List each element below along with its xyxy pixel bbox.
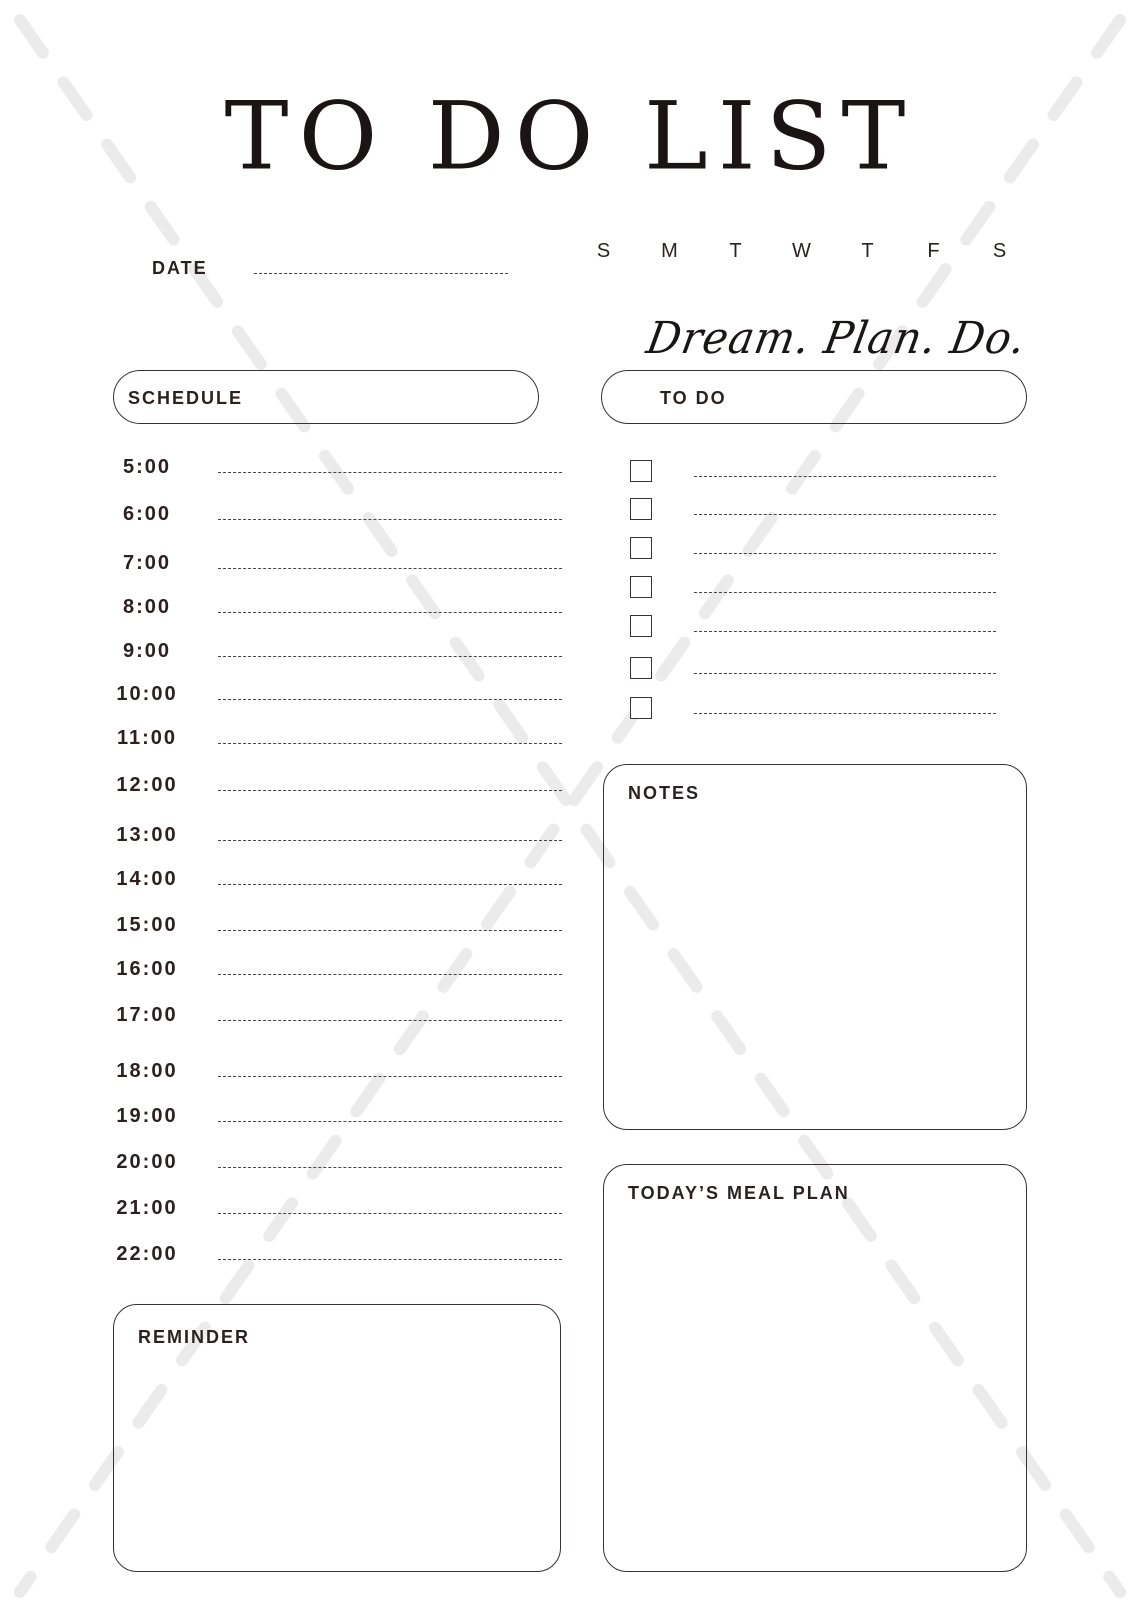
todo-checkbox[interactable] [630,537,652,559]
todo-item [630,657,998,681]
date-field[interactable] [254,273,508,274]
schedule-entry-line[interactable] [218,884,562,885]
schedule-entry-line[interactable] [218,656,562,657]
schedule-entry-line[interactable] [218,1213,562,1214]
schedule-row [108,868,562,898]
todo-entry-line[interactable] [694,592,996,593]
notes-panel[interactable] [603,764,1027,1130]
page-title: TO DO LIST [224,81,916,191]
reminder-label: REMINDER [138,1327,251,1347]
schedule-entry-line[interactable] [218,1259,562,1260]
weekday-sunday[interactable]: S [596,240,612,262]
todo-item [630,697,998,721]
todo-entry-line[interactable] [694,673,996,674]
todo-entry-line[interactable] [694,476,996,477]
schedule-time: 10:00 [116,683,178,705]
schedule-row [108,503,562,533]
schedule-entry-line[interactable] [218,840,562,841]
schedule-row [108,958,562,988]
schedule-entry-line[interactable] [218,974,562,975]
schedule-row [108,456,562,486]
schedule-time: 19:00 [116,1105,178,1127]
schedule-row [108,824,562,854]
schedule-time: 20:00 [116,1151,178,1173]
schedule-time: 15:00 [116,914,178,936]
todo-header [601,370,1027,424]
schedule-entry-line[interactable] [218,699,562,700]
schedule-row [108,1243,562,1273]
schedule-entry-line[interactable] [218,743,562,744]
schedule-entry-line[interactable] [218,568,562,569]
meal-plan-panel[interactable] [603,1164,1027,1572]
schedule-entry-line[interactable] [218,930,562,931]
weekday-wednesday[interactable]: W [792,240,812,262]
schedule-row [108,1197,562,1227]
schedule-time: 21:00 [116,1197,178,1219]
schedule-time: 12:00 [116,774,178,796]
schedule-row [108,640,562,670]
schedule-label: SCHEDULE [128,388,244,408]
schedule-entry-line[interactable] [218,472,562,473]
schedule-header [113,370,539,424]
todo-entry-line[interactable] [694,631,996,632]
meal-plan-label: TODAY’S MEAL PLAN [628,1183,850,1203]
notes-label: NOTES [628,783,701,803]
weekday-friday[interactable]: F [927,240,941,262]
schedule-row [108,727,562,757]
todo-item [630,537,998,561]
schedule-entry-line[interactable] [218,1121,562,1122]
schedule-entry-line[interactable] [218,1167,562,1168]
schedule-entry-line[interactable] [218,612,562,613]
weekday-thursday[interactable]: T [861,240,875,262]
todo-item [630,498,998,522]
schedule-row [108,1060,562,1090]
weekday-monday[interactable]: M [661,240,679,262]
todo-item [630,615,998,639]
todo-entry-line[interactable] [694,553,996,554]
schedule-time: 5:00 [122,456,172,478]
schedule-time: 18:00 [116,1060,178,1082]
todo-checkbox[interactable] [630,697,652,719]
schedule-time: 16:00 [116,958,178,980]
todo-entry-line[interactable] [694,514,996,515]
todo-checkbox[interactable] [630,657,652,679]
schedule-time: 6:00 [122,503,172,525]
schedule-row [108,1151,562,1181]
schedule-time: 9:00 [122,640,172,662]
weekday-saturday[interactable]: S [992,240,1008,262]
schedule-row [108,1105,562,1135]
todo-item [630,460,998,484]
todo-entry-line[interactable] [694,713,996,714]
todo-checkbox[interactable] [630,576,652,598]
schedule-time: 14:00 [116,868,178,890]
schedule-row [108,1004,562,1034]
reminder-panel[interactable] [113,1304,561,1572]
todo-item [630,576,998,600]
schedule-entry-line[interactable] [218,1076,562,1077]
todo-checkbox[interactable] [630,460,652,482]
schedule-row [108,683,562,713]
schedule-time: 13:00 [116,824,178,846]
tagline-script: Dream. Plan. Do. [642,312,1031,364]
schedule-time: 11:00 [116,727,178,749]
schedule-time: 17:00 [116,1004,178,1026]
schedule-time: 8:00 [122,596,172,618]
todo-checkbox[interactable] [630,615,652,637]
schedule-time: 7:00 [122,552,172,574]
date-label: DATE [152,258,208,278]
schedule-row [108,596,562,626]
schedule-row [108,914,562,944]
schedule-entry-line[interactable] [218,790,562,791]
schedule-row [108,774,562,804]
schedule-entry-line[interactable] [218,1020,562,1021]
weekday-tuesday[interactable]: T [729,240,743,262]
todo-label: TO DO [660,388,727,408]
schedule-row [108,552,562,582]
schedule-entry-line[interactable] [218,519,562,520]
schedule-time: 22:00 [116,1243,178,1265]
todo-checkbox[interactable] [630,498,652,520]
weekday-selector [592,240,1012,263]
